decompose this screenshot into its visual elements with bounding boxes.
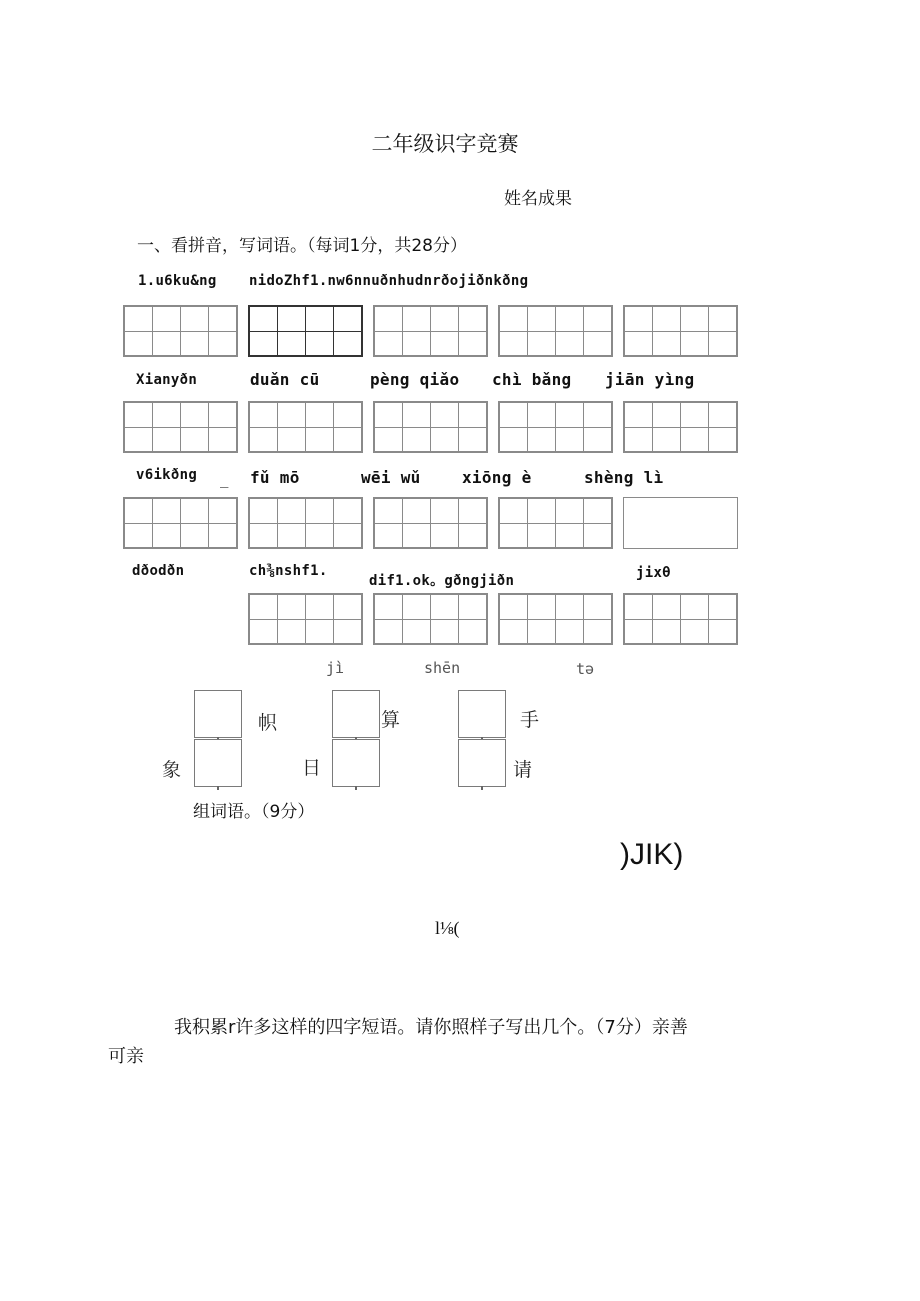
writing-grid[interactable] — [498, 593, 613, 645]
pinyin-label: v6ikðng — [136, 467, 198, 483]
pinyin-label: wēi wǔ — [361, 468, 421, 487]
pinyin-label: dðodðn — [132, 563, 185, 579]
pinyin-label: fǔ mō — [250, 468, 300, 487]
given-character: 手 — [520, 709, 540, 731]
pinyin-label: jixθ — [636, 565, 671, 581]
name-score-line: 姓名成果 — [504, 189, 572, 209]
given-character: 请 — [513, 759, 533, 781]
pinyin-label: jì — [326, 659, 345, 677]
pinyin-label: Xianyðn — [136, 372, 198, 388]
writing-grid[interactable] — [123, 401, 238, 453]
writing-grid[interactable] — [623, 593, 738, 645]
char-answer-box[interactable] — [194, 690, 242, 738]
pinyin-label: _ — [220, 472, 229, 488]
given-character: 帜 — [258, 712, 278, 734]
writing-grid[interactable] — [373, 401, 488, 453]
char-answer-box[interactable] — [332, 739, 380, 787]
writing-grid[interactable] — [623, 401, 738, 453]
pinyin-label: xiōng è — [462, 468, 532, 487]
writing-grid[interactable] — [373, 593, 488, 645]
garbled-text-large: )JIK) — [620, 838, 684, 871]
given-character: 象 — [162, 759, 182, 781]
section-3-text-continued: 可亲 — [108, 1046, 144, 1067]
pinyin-label: nidoZhf1.nw6nnuðnhudnrðojiðnkðng — [249, 273, 529, 289]
pinyin-label: jiān yìng — [605, 370, 695, 389]
pinyin-label: tə — [576, 660, 595, 678]
section-3-text: 我积累r许多这样的四字短语。请你照样子写出几个。（7分）亲善 — [174, 1017, 688, 1038]
pinyin-label: 1.u6ku&ng — [138, 273, 217, 289]
section-2-instruction: 组词语。（9分） — [193, 802, 315, 822]
writing-grid[interactable] — [248, 305, 363, 357]
writing-grid[interactable] — [373, 497, 488, 549]
char-answer-box[interactable] — [458, 690, 506, 738]
pinyin-label: dif1.ok。gðngjiðn — [369, 573, 515, 589]
pinyin-label: chì bǎng — [492, 370, 572, 389]
writing-grid[interactable] — [248, 497, 363, 549]
writing-grid[interactable] — [248, 401, 363, 453]
char-answer-box[interactable] — [458, 739, 506, 787]
given-character: 算 — [381, 709, 401, 731]
writing-grid[interactable] — [373, 305, 488, 357]
writing-grid[interactable] — [123, 305, 238, 357]
pinyin-label: duǎn cū — [250, 370, 320, 389]
char-answer-box[interactable] — [194, 739, 242, 787]
pinyin-label: ch⅜nshf1. — [249, 563, 328, 579]
writing-grid[interactable] — [498, 305, 613, 357]
given-character: 日 — [302, 757, 322, 779]
writing-grid[interactable] — [623, 305, 738, 357]
pinyin-label: shēn — [424, 659, 461, 677]
empty-answer-box[interactable] — [623, 497, 738, 549]
garbled-text-small: l⅛( — [435, 918, 460, 938]
section-1-heading: 一、看拼音，写词语。（每词1分，共28分） — [137, 236, 467, 256]
pinyin-label: pèng qiǎo — [370, 370, 460, 389]
writing-grid[interactable] — [248, 593, 363, 645]
pinyin-label: shèng lì — [584, 468, 664, 487]
char-answer-box[interactable] — [332, 690, 380, 738]
writing-grid[interactable] — [498, 497, 613, 549]
writing-grid[interactable] — [498, 401, 613, 453]
page-title: 二年级识字竞赛 — [371, 132, 519, 156]
writing-grid[interactable] — [123, 497, 238, 549]
